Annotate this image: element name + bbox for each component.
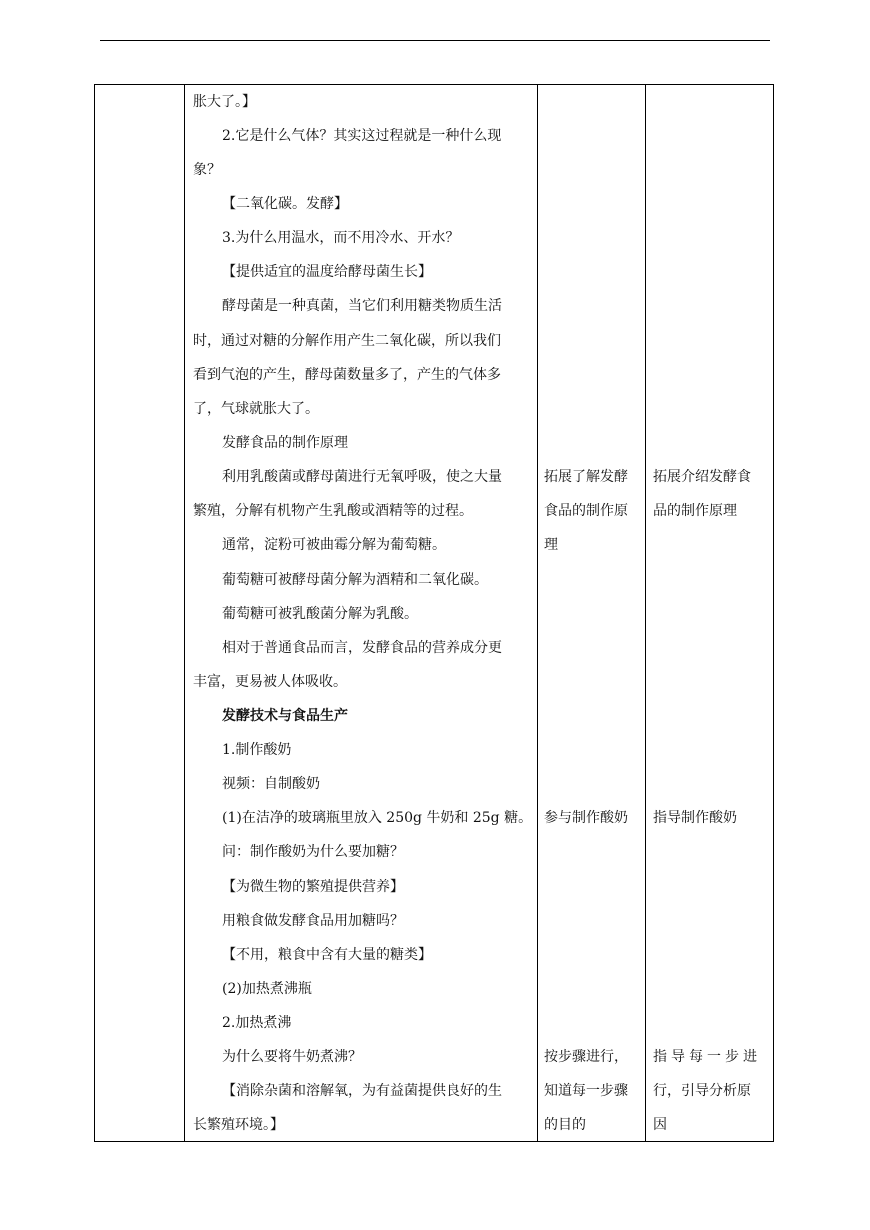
student-activity-line: 按步骤进行， xyxy=(544,1049,628,1065)
content-line: (1)在洁净的玻璃瓶里放入 250g 牛奶和 25g 糖。 xyxy=(222,810,533,826)
content-line: 2.它是什么气体？其实这过程就是一种什么现 xyxy=(222,128,502,144)
content-line: 2.加热煮沸 xyxy=(222,1015,292,1031)
student-activity-line: 拓展了解发酵 xyxy=(544,469,628,485)
content-line: 用粮食做发酵食品用加糖吗？ xyxy=(222,913,404,929)
student-activity-line: 食品的制作原 xyxy=(544,503,628,519)
student-activity-line: 知道每一步骤 xyxy=(544,1083,628,1099)
teacher-activity-line: 行，引导分析原 xyxy=(653,1083,751,1099)
section-heading: 发酵技术与食品生产 xyxy=(222,708,348,724)
teacher-activity-line: 因 xyxy=(653,1117,667,1133)
student-activity-line: 参与制作酸奶 xyxy=(544,810,628,826)
header-rule xyxy=(100,40,770,41)
content-line: 长繁殖环境。】 xyxy=(193,1117,284,1133)
column-divider xyxy=(184,85,185,1141)
content-line: (2)加热煮沸瓶 xyxy=(222,981,312,997)
teacher-activity-line: 拓展介绍发酵食 xyxy=(653,469,751,485)
content-line: 1.制作酸奶 xyxy=(222,742,292,758)
column-divider xyxy=(645,85,646,1141)
content-line: 视频：自制酸奶 xyxy=(222,776,320,792)
content-line: 相对于普通食品而言，发酵食品的营养成分更 xyxy=(222,640,502,656)
content-line: 胀大了。】 xyxy=(193,94,256,110)
content-line: 问：制作酸奶为什么要加糖？ xyxy=(222,844,404,860)
content-line: 【二氧化碳。发酵】 xyxy=(222,196,348,212)
content-line: 了，气球就胀大了。 xyxy=(193,401,319,417)
content-line: 葡萄糖可被乳酸菌分解为乳酸。 xyxy=(222,606,418,622)
content-line: 3.为什么用温水，而不用冷水、开水？ xyxy=(222,230,460,246)
content-line: 通常，淀粉可被曲霉分解为葡萄糖。 xyxy=(222,537,446,553)
teacher-activity-line: 指导每一步进 xyxy=(653,1049,761,1065)
teacher-activity-line: 指导制作酸奶 xyxy=(653,810,737,826)
teacher-activity-line: 品的制作原理 xyxy=(653,503,737,519)
content-line: 繁殖，分解有机物产生乳酸或酒精等的过程。 xyxy=(193,503,473,519)
content-line: 【消除杂菌和溶解氧，为有益菌提供良好的生 xyxy=(222,1083,502,1099)
content-line: 丰富，更易被人体吸收。 xyxy=(193,674,347,690)
content-line: 酵母菌是一种真菌，当它们利用糖类物质生活 xyxy=(222,298,502,314)
content-line: 【为微生物的繁殖提供营养】 xyxy=(222,879,404,895)
content-line: 葡萄糖可被酵母菌分解为酒精和二氧化碳。 xyxy=(222,572,488,588)
content-line: 为什么要将牛奶煮沸？ xyxy=(222,1049,362,1065)
content-line: 【不用，粮食中含有大量的糖类】 xyxy=(222,947,432,963)
content-heading: 发酵食品的制作原理 xyxy=(222,435,348,451)
content-line: 象？ xyxy=(193,162,221,178)
student-activity-line: 理 xyxy=(544,537,558,553)
student-activity-line: 的目的 xyxy=(544,1117,586,1133)
column-divider xyxy=(537,85,538,1141)
content-line: 【提供适宜的温度给酵母菌生长】 xyxy=(222,264,432,280)
content-line: 看到气泡的产生，酵母菌数量多了，产生的气体多 xyxy=(193,367,501,383)
content-line: 利用乳酸菌或酵母菌进行无氧呼吸，使之大量 xyxy=(222,469,502,485)
content-line: 时，通过对糖的分解作用产生二氧化碳，所以我们 xyxy=(193,333,501,349)
